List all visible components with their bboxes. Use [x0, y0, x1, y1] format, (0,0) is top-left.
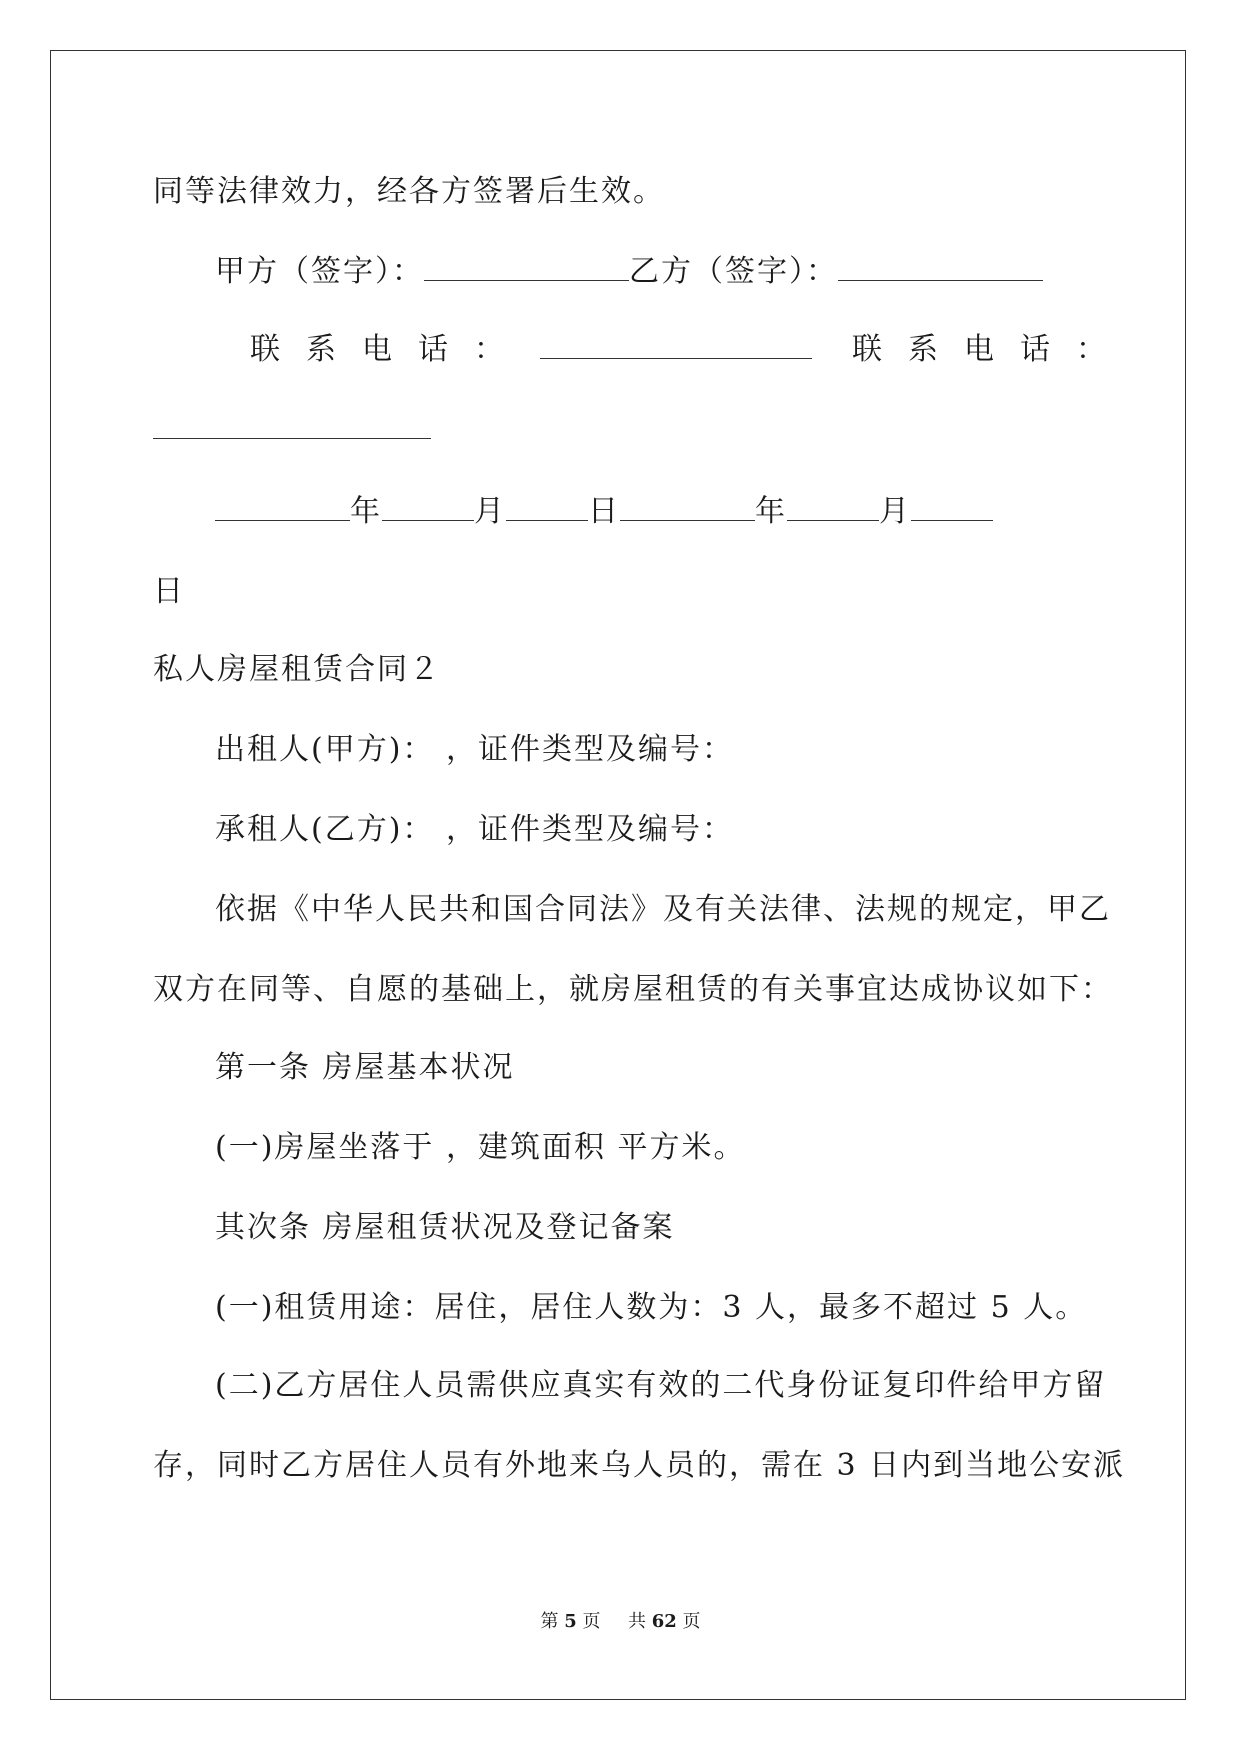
footer-page-number: 5 [564, 1611, 577, 1632]
lessee-line: 承租人(乙方)： ，证件类型及编号： [215, 812, 734, 847]
month-b-label: 月 [879, 494, 911, 529]
month-a-label: 月 [474, 494, 506, 529]
year-b-label: 年 [755, 494, 787, 529]
article-2-item-1: (一)租赁用途：居住，居住人数为：3 人，最多不超过 5 人。 [215, 1290, 1088, 1325]
basis-line-1: 依据《中华人民共和国合同法》及有关法律、法规的规定，甲乙 [215, 892, 1111, 927]
phone-b-blank-line [153, 410, 431, 450]
text-line-effect: 同等法律效力，经各方签署后生效。 [153, 174, 665, 209]
month-a-blank [382, 492, 474, 521]
month-b-blank [787, 492, 879, 521]
phone-a-label: 联系电话： [250, 332, 530, 367]
footer-page-unit: 页 [582, 1611, 601, 1632]
party-a-sign-blank [424, 252, 629, 281]
article-1-heading: 第一条 房屋基本状况 [215, 1050, 515, 1085]
lessor-line: 出租人(甲方)： ，证件类型及编号： [215, 732, 734, 767]
day-a-blank [506, 492, 588, 521]
year-a-blank [215, 492, 350, 521]
signature-line [215, 252, 1043, 292]
article-2-item-2-line-1: (二)乙方居住人员需供应真实有效的二代身份证复印件给甲方留 [215, 1368, 1107, 1403]
article-1-item-1: (一)房屋坐落于 ，建筑面积 平方米。 [215, 1130, 746, 1165]
party-a-sign-label: 甲方（签字）： [215, 254, 424, 289]
phone-b-label: 联系电话： [852, 332, 1132, 367]
footer-total-unit: 页 [682, 1611, 701, 1632]
article-2-heading: 其次条 房屋租赁状况及登记备案 [215, 1210, 675, 1245]
day-b-blank [911, 492, 993, 521]
party-b-sign-blank [838, 252, 1043, 281]
footer-total-prefix: 共 [627, 1611, 646, 1632]
year-a-label: 年 [350, 494, 382, 529]
basis-line-2: 双方在同等、自愿的基础上，就房屋租赁的有关事宜达成协议如下： [153, 972, 1113, 1007]
footer-total-number: 62 [651, 1611, 677, 1632]
day-a-label: 日 [588, 494, 620, 529]
year-b-blank [620, 492, 755, 521]
phone-line [250, 330, 1132, 370]
page-footer [0, 1610, 1241, 1634]
party-b-sign-label: 乙方（签字）： [629, 254, 838, 289]
footer-page-prefix: 第 [540, 1611, 559, 1632]
contract-title: 私人房屋租赁合同２ [153, 652, 441, 687]
phone-b-blank [153, 428, 431, 439]
article-2-item-2-line-2: 存，同时乙方居住人员有外地来乌人员的，需在 3 日内到当地公安派 [153, 1448, 1126, 1483]
day-wrap: 日 [153, 574, 185, 609]
date-line [215, 492, 993, 532]
phone-a-blank [540, 330, 812, 359]
